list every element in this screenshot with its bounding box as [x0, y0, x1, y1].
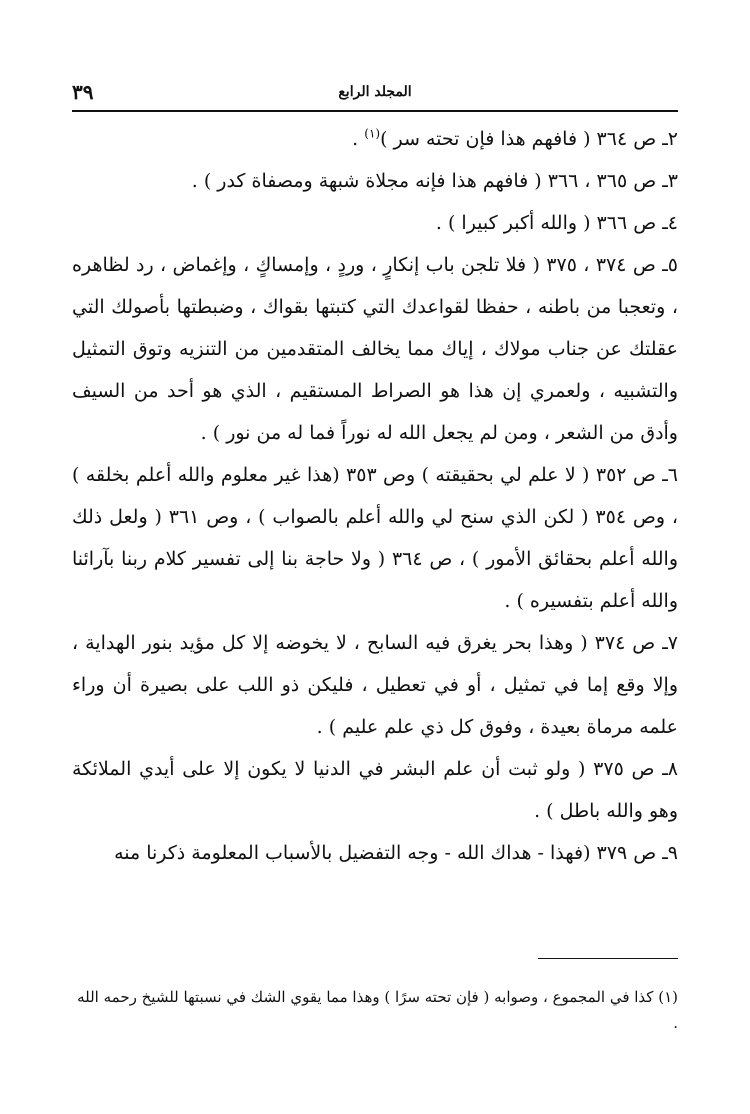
paragraph-item-6: ٦ـ ص ٣٥٢ ( لا علم لي بحقيقته ) وص ٣٥٣ (هذا غير معلوم والله أعلم بخلقه ) ، وص ٣٥٤ ( لكن الذي سنح لي والله أعلم بالصواب ) ، وص ٣٦١ ( ولعل ذلك والله أعلم بحقائق الأمور ) ، ص ٣٦٤ ( ولا حاجة بنا إلى تفسير كلام ربنا بآرائنا والله أعلم بتفسيره ) . [72, 464, 679, 612]
paragraph-item-7: ٧ـ ص ٣٧٤ ( وهذا بحر يغرق فيه السابح ، لا يخوضه إلا كل مؤيد بنور الهداية ، وإلا وقع إما في تمثيل ، أو في تعطيل ، فليكن ذو اللب على بصيرة أن وراء علمه مرماة بعيدة ، وفوق كل ذي علم عليم ) . [72, 632, 678, 738]
page-number: ٣٩ [72, 80, 94, 104]
paragraph-item-5: ٥ـ ص ٣٧٤ ، ٣٧٥ ( فلا تلجن باب إنكارٍ ، وردٍ ، وإمساكٍ ، وإغماض ، رد لظاهره ، وتعجبا من باطنه ، حفظا لقواعدك التي كتبتها بقواك ، وضبطتها بأصولك التي عقلتك عن جناب مولاك ، إياك مما يخالف المتقدمين من التنزيه وتوق التمثيل والتشبيه ، ولعمري إن هذا هو الصراط المستقيم ، الذي هو أحد من السيف وأدق من الشعر ، ومن لم يجعل الله له نوراً فما له من نور ) . [72, 254, 678, 444]
paragraph-item-4: ٤ـ ص ٣٦٦ ( والله أكبر كبيرا ) . [435, 212, 678, 234]
paragraph-tail: . [352, 128, 365, 150]
page-header [72, 80, 678, 112]
main-text [72, 118, 678, 874]
paragraph-item-3: ٣ـ ص ٣٦٥ ، ٣٦٦ ( فافهم هذا فإنه مجلاة شبهة ومصفاة كدر ) . [191, 170, 678, 192]
volume-title: المجلد الرابع [338, 84, 412, 100]
paragraph-item-9: ٩ـ ص ٣٧٩ (فهذا - هداك الله - وجه التفضيل بالأسباب المعلومة ذكرنا منه [114, 842, 678, 864]
paragraph-text: ٢ـ ص ٣٦٤ ( فافهم هذا فإن تحته سر ) [380, 128, 678, 150]
paragraph-item-2 [72, 118, 678, 160]
footnote-separator [538, 958, 678, 959]
paragraph-item-8: ٨ـ ص ٣٧٥ ( ولو ثبت أن علم البشر في الدنيا لا يكون إلا على أيدي الملائكة وهو والله باطل ) . [72, 758, 678, 822]
footnote-marker: (١) [364, 126, 381, 141]
footnote: (١) كذا في المجموع ، وصوابه ( فإن تحته سرًا ) وهذا مما يقوي الشك في نسبتها للشيخ رحمه الله . [77, 988, 678, 1032]
